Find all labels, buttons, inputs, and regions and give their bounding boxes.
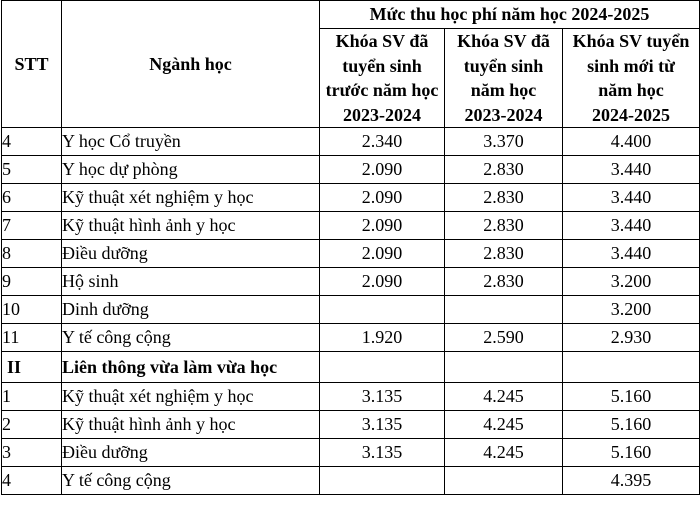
header-line: trước năm học [325, 80, 439, 100]
cell-major: Điều dưỡng [62, 439, 320, 467]
section-row [2, 352, 700, 383]
table-row [2, 383, 700, 411]
header-col-2024 [563, 29, 700, 128]
cell-stt: 11 [2, 324, 62, 352]
header-line: Khóa SV đã [457, 31, 550, 51]
cell-fee-before-2023: 2.090 [320, 268, 445, 296]
table-row [2, 467, 700, 495]
cell-major: Kỹ thuật hình ảnh y học [62, 212, 320, 240]
table-body [2, 128, 700, 495]
tuition-fee-table [1, 0, 700, 495]
cell-major: Dinh dưỡng [62, 296, 320, 324]
cell-fee-2024: 3.200 [563, 296, 700, 324]
header-stt: STT [2, 1, 62, 128]
cell-fee-2024: 3.200 [563, 268, 700, 296]
header-line: Khóa SV đã [335, 31, 429, 51]
table-row [2, 212, 700, 240]
table-header [2, 1, 700, 128]
cell-empty [320, 352, 445, 383]
cell-fee-2023: 4.245 [445, 411, 563, 439]
cell-fee-before-2023: 2.090 [320, 156, 445, 184]
header-line: tuyển sinh [342, 55, 422, 76]
cell-major: Y tế công cộng [62, 324, 320, 352]
cell-fee-2023: 3.370 [445, 128, 563, 156]
cell-fee-2024: 5.160 [563, 439, 700, 467]
cell-major: Kỹ thuật xét nghiệm y học [62, 383, 320, 411]
cell-stt: 2 [2, 411, 62, 439]
cell-fee-2024: 5.160 [563, 383, 700, 411]
cell-fee-2023: 2.590 [445, 324, 563, 352]
table-row [2, 156, 700, 184]
cell-empty [445, 352, 563, 383]
cell-stt: 8 [2, 240, 62, 268]
header-line: Khóa SV tuyển [572, 31, 690, 51]
cell-stt: 9 [2, 268, 62, 296]
table-row [2, 240, 700, 268]
cell-stt: 5 [2, 156, 62, 184]
table-row [2, 268, 700, 296]
cell-empty [563, 352, 700, 383]
cell-fee-2024: 4.400 [563, 128, 700, 156]
cell-stt: 4 [2, 128, 62, 156]
cell-stt: 7 [2, 212, 62, 240]
cell-stt: 3 [2, 439, 62, 467]
table-row [2, 324, 700, 352]
cell-fee-2024: 3.440 [563, 156, 700, 184]
cell-fee-2023: 2.830 [445, 268, 563, 296]
cell-major: Y học dự phòng [62, 156, 320, 184]
cell-stt: 10 [2, 296, 62, 324]
cell-fee-2024: 3.440 [563, 240, 700, 268]
cell-fee-2024: 3.440 [563, 212, 700, 240]
header-line: năm học [598, 80, 664, 100]
table-row [2, 184, 700, 212]
cell-fee-before-2023: 2.090 [320, 212, 445, 240]
cell-fee-before-2023: 2.090 [320, 184, 445, 212]
cell-fee-2023: 2.830 [445, 212, 563, 240]
cell-fee-2023: 2.830 [445, 240, 563, 268]
cell-fee-before-2023: 2.340 [320, 128, 445, 156]
table-row [2, 411, 700, 439]
cell-fee-before-2023 [320, 296, 445, 324]
cell-fee-2023 [445, 296, 563, 324]
cell-major: Hộ sinh [62, 268, 320, 296]
cell-fee-2024: 4.395 [563, 467, 700, 495]
cell-stt: 4 [2, 467, 62, 495]
header-line: năm học [470, 80, 537, 100]
cell-fee-before-2023: 1.920 [320, 324, 445, 352]
cell-fee-2023 [445, 467, 563, 495]
cell-stt: 1 [2, 383, 62, 411]
section-stt: II [2, 352, 62, 383]
cell-fee-2024: 5.160 [563, 411, 700, 439]
table-row [2, 128, 700, 156]
cell-fee-2023: 4.245 [445, 439, 563, 467]
cell-fee-before-2023: 3.135 [320, 411, 445, 439]
cell-fee-2023: 2.830 [445, 184, 563, 212]
header-line: 2024-2025 [592, 104, 670, 125]
cell-major: Điều dưỡng [62, 240, 320, 268]
cell-fee-before-2023: 2.090 [320, 240, 445, 268]
header-row-main [2, 1, 700, 29]
table-row [2, 296, 700, 324]
cell-major: Y tế công cộng [62, 467, 320, 495]
header-col-before-2023 [320, 29, 445, 128]
header-col-2023 [445, 29, 563, 128]
cell-fee-2023: 4.245 [445, 383, 563, 411]
cell-stt: 6 [2, 184, 62, 212]
header-major: Ngành học [62, 1, 320, 128]
table-row [2, 439, 700, 467]
header-line: sinh mới từ [587, 55, 675, 76]
header-line: 2023-2024 [464, 104, 543, 125]
cell-fee-2024: 2.930 [563, 324, 700, 352]
cell-fee-before-2023: 3.135 [320, 383, 445, 411]
cell-fee-before-2023: 3.135 [320, 439, 445, 467]
cell-fee-2023: 2.830 [445, 156, 563, 184]
header-line: tuyển sinh [463, 55, 544, 76]
section-title: Liên thông vừa làm vừa học [62, 352, 320, 383]
cell-major: Kỹ thuật xét nghiệm y học [62, 184, 320, 212]
cell-major: Y học Cổ truyền [62, 128, 320, 156]
cell-major: Kỹ thuật hình ảnh y học [62, 411, 320, 439]
cell-fee-before-2023 [320, 467, 445, 495]
cell-fee-2024: 3.440 [563, 184, 700, 212]
header-line: 2023-2024 [343, 104, 421, 125]
header-fee-group: Mức thu học phí năm học 2024-2025 [320, 1, 700, 29]
